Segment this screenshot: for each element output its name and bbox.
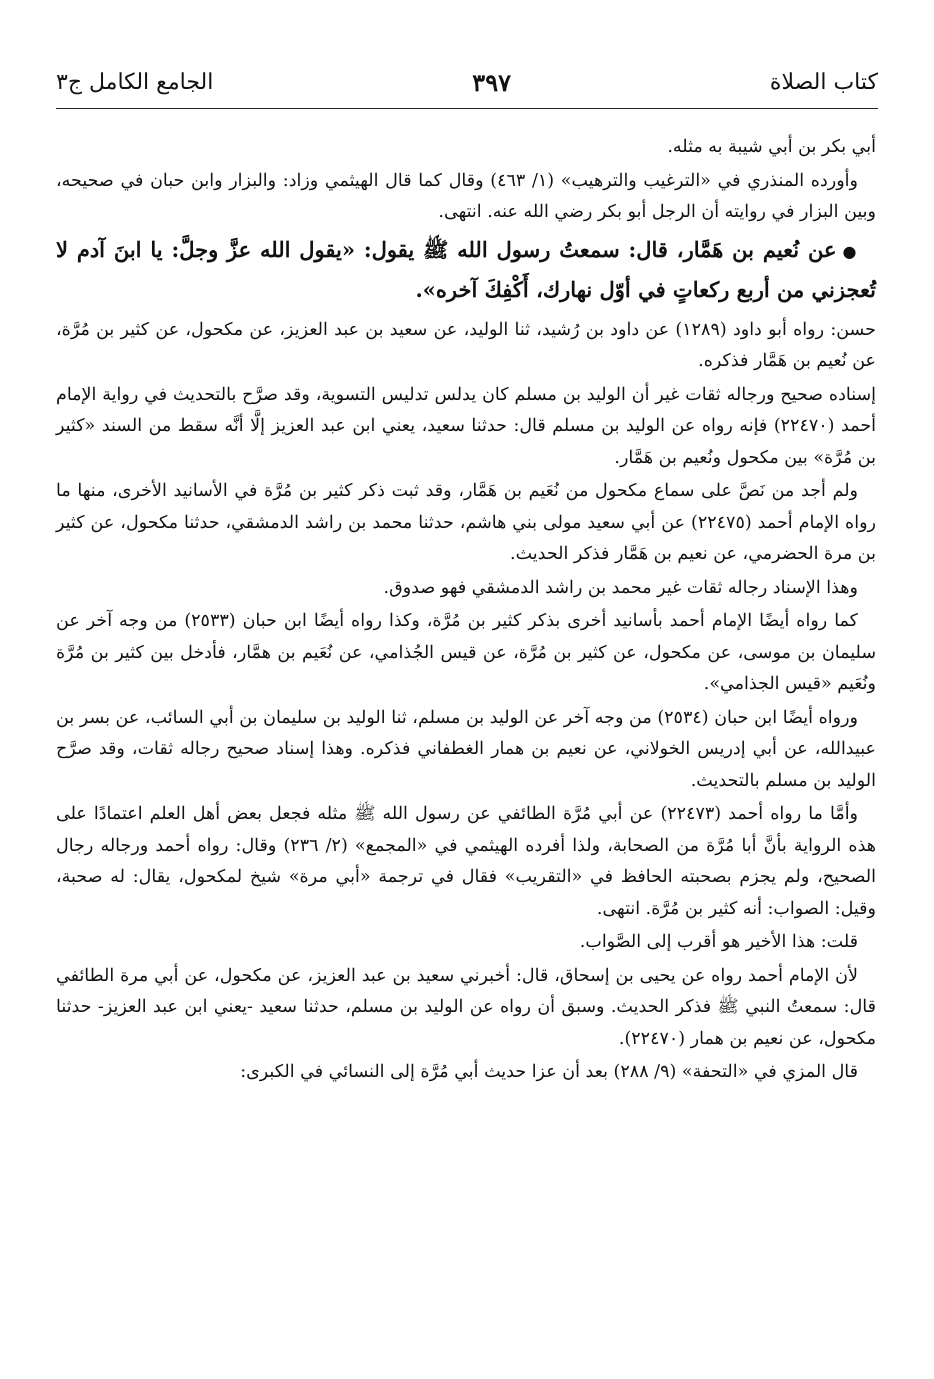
- paragraph: قال المزي في «التحفة» (٩/ ٢٨٨) بعد أن عزا حديث أبي مُرَّة إلى النسائي في الكبرى:: [240, 1062, 858, 1082]
- paragraph: وهذا الإسناد رجاله ثقات غير محمد بن راشد الدمشقي فهو صدوق.: [383, 577, 858, 598]
- paragraph: وأورده المنذري في «الترغيب والترهيب» (١/ ٤٦٣) وقال كما قال الهيثمي وزاد: والبزار وابن حبان في صحيحه، وبين البزار في روايته أن الرجل أبو بكر رضي الله عنه. انتهى.: [56, 170, 876, 222]
- paragraph: لأن الإمام أحمد رواه عن يحيى بن إسحاق، قال: أخبرني سعيد بن عبد العزيز، عن مكحول، عن أبي مرة الطائفي قال: سمعتُ النبي ﷺ فذكر الحديث. وسبق أن رواه عن الوليد بن مسلم، حدثنا سعيد -يعني ابن عبد العزيز- حدثنا مكحول، عن نعيم بن همار (٢٢٤٧٠).: [56, 965, 876, 1049]
- header-book-title: الجامع الكامل ج٣: [56, 70, 214, 95]
- paragraph: كما رواه أيضًا الإمام أحمد بأسانيد أخرى بذكر كثير بن مُرَّة، وكذا رواه أيضًا ابن حبان (٢٥٣٣) من وجه آخر عن سليمان بن موسى، عن مكحول، عن كثير بن مُرَّة، عن قيس الجُذامي، عن نُعَيم بن همَّار، فأدخل بين كثير بن مُرَّة ونُعَيم «قيس الجذامي».: [56, 611, 876, 694]
- header-divider: [56, 108, 878, 109]
- page-header: [56, 62, 878, 104]
- bullet-icon: ●: [842, 241, 858, 261]
- paragraph: إسناده صحيح ورجاله ثقات غير أن الوليد بن مسلم كان يدلس تدليس التسوية، وقد صرَّح بالتحديث في رواية الإمام أحمد (٢٢٤٧٠) فإنه رواه عن الوليد بن مسلم قال: حدثنا سعيد، يعني ابن عبد العزيز إلَّا أنَّه سقط من السند «كثير بن مُرَّة» بين مكحول ونُعيم بن هَمَّار.: [56, 384, 877, 468]
- paragraph: حسن: رواه أبو داود (١٢٨٩) عن داود بن رُشيد، ثنا الوليد، عن سعيد بن عبد العزيز، عن مكحول، عن كثير بن مُرَّة، عن نُعيم بن هَمَّار فذكره.: [56, 319, 876, 371]
- page-number: ٣٩٧: [472, 68, 511, 97]
- hadith-text: [56, 231, 876, 309]
- paragraph: قلت: هذا الأخير هو أقرب إلى الصَّواب.: [579, 932, 858, 952]
- header-chapter-title: كتاب الصلاة: [769, 70, 878, 95]
- paragraph: وأمَّا ما رواه أحمد (٢٢٤٧٣) عن أبي مُرَّة الطائفي عن رسول الله ﷺ مثله فجعل بعض أهل العلم اعتمادًا على هذه الرواية بأنَّ أبا مُرَّة من الصحابة، ولذا أفرده الهيثمي في «المجمع» (٢/ ٢٣٦) وقال: رواه أحمد ورجاله رجال الصحيح، ولم يجزم بصحبته الحافظ في «التقريب» فقال في ترجمة «أبي مرة» شيخ لمكحول، يقال: له صحبة، وقيل: الصواب: أنه كثير بن مُرَّة. انتهى.: [56, 804, 876, 919]
- hadith-body: عن نُعيم بن هَمَّار، قال: سمعتُ رسول الله ﷺ يقول: «يقول الله عزَّ وجلَّ: يا ابنَ آدم لا تُعجزني من أربع ركعاتٍ في أوّل نهارك، أَكْفِكَ آخره».: [56, 236, 876, 302]
- page-body: [56, 132, 876, 1091]
- paragraph: ورواه أيضًا ابن حبان (٢٥٣٤) من وجه آخر عن الوليد بن مسلم، ثنا الوليد بن سليمان بن أبي السائب، عن بسر بن عبيدالله، عن أبي إدريس الخولاني، عن نعيم بن همار الغطفاني فذكره. وهذا إسناد صحيح رجاله ثقات، وقد صرَّح الوليد بن مسلم بالتحديث.: [56, 707, 876, 791]
- paragraph: أبي بكر بن أبي شيبة به مثله.: [667, 137, 876, 157]
- paragraph: ولم أجد من نَصَّ على سماع مكحول من نُعَيم بن هَمَّار، وقد ثبت ذكر كثير بن مُرَّة في الأسانيد الأخرى، منها ما رواه الإمام أحمد (٢٢٤٧٥) عن أبي سعيد مولى بني هاشم، حدثنا محمد بن راشد الدمشقي، حدثنا مكحول، عن كثير بن مرة الحضرمي، عن نعيم بن هَمَّار فذكر الحديث.: [56, 481, 876, 564]
